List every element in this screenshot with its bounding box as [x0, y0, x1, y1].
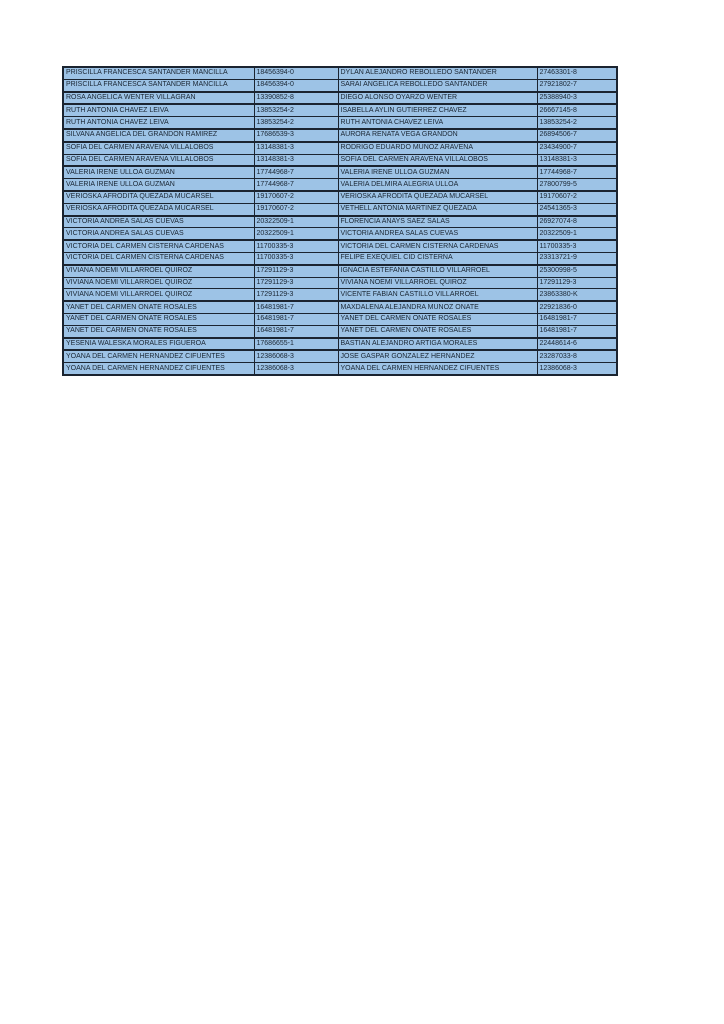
name-cell: VICTORIA ANDREA SALAS CUEVAS: [338, 228, 537, 240]
name-cell: VIVIANA NOEMI VILLARROEL QUIROZ: [63, 265, 254, 277]
name-cell: IGNACIA ESTEFANIA CASTILLO VILLARROEL: [338, 265, 537, 277]
table-row: [63, 350, 617, 362]
name-cell: SARAI ANGELICA REBOLLEDO SANTANDER: [338, 79, 537, 91]
table-row: [63, 166, 617, 178]
rut-cell: 22448614-6: [537, 338, 617, 351]
name-cell: VERIOSKA AFRODITA QUEZADA MUCARSEL: [63, 203, 254, 215]
table-row: [63, 252, 617, 264]
table-row: [63, 301, 617, 313]
rut-cell: 27921802-7: [537, 79, 617, 91]
name-cell: YANET DEL CARMEN ONATE ROSALES: [63, 313, 254, 325]
rut-cell: 22921836-0: [537, 301, 617, 313]
name-cell: RUTH ANTONIA CHAVEZ LEIVA: [338, 117, 537, 129]
name-cell: SILVANA ANGELICA DEL GRANDON RAMIREZ: [63, 129, 254, 142]
name-cell: YANET DEL CARMEN ONATE ROSALES: [63, 325, 254, 337]
rut-cell: 11700335-3: [254, 240, 338, 252]
rut-cell: 17744968-7: [537, 166, 617, 178]
rut-cell: 18456394-0: [254, 79, 338, 91]
rut-cell: 23313721-9: [537, 252, 617, 264]
rut-cell: 11700335-3: [537, 240, 617, 252]
rut-cell: 17291129-3: [254, 289, 338, 301]
rut-cell: 20322509-1: [254, 228, 338, 240]
rut-cell: 17291129-3: [254, 265, 338, 277]
table-row: [63, 363, 617, 375]
name-cell: VERIOSKA AFRODITA QUEZADA MUCARSEL: [63, 191, 254, 203]
name-cell: YOANA DEL CARMEN HERNANDEZ CIFUENTES: [338, 363, 537, 375]
table-row: [63, 92, 617, 105]
rut-cell: 16481981-7: [254, 301, 338, 313]
table-row: [63, 154, 617, 166]
table-row: [63, 191, 617, 203]
name-cell: RODRIGO EDUARDO MUNOZ ARAVENA: [338, 142, 537, 154]
rut-cell: 17686655-1: [254, 338, 338, 351]
name-cell: VERIOSKA AFRODITA QUEZADA MUCARSEL: [338, 191, 537, 203]
rut-cell: 24541365-3: [537, 203, 617, 215]
name-cell: VICTORIA DEL CARMEN CISTERNA CARDENAS: [338, 240, 537, 252]
rut-cell: 23434900-7: [537, 142, 617, 154]
rut-cell: 27463301-8: [537, 67, 617, 79]
name-cell: VICTORIA ANDREA SALAS CUEVAS: [63, 216, 254, 228]
name-cell: DIEGO ALONSO OYARZO WENTER: [338, 92, 537, 105]
rut-cell: 17291129-3: [254, 277, 338, 289]
name-cell: BASTIAN ALEJANDRO ARTIGA MORALES: [338, 338, 537, 351]
rut-cell: 25388940-3: [537, 92, 617, 105]
table-row: [63, 79, 617, 91]
name-cell: VICENTE FABIAN CASTILLO VILLARROEL: [338, 289, 537, 301]
table-row: [63, 129, 617, 142]
table-row: [63, 289, 617, 301]
table-row: [63, 325, 617, 337]
name-cell: FLORENCIA ANAYS SAEZ SALAS: [338, 216, 537, 228]
rut-cell: 13148381-3: [254, 142, 338, 154]
rut-cell: 19170607-2: [254, 203, 338, 215]
name-cell: YESENIA WALESKA MORALES FIGUEROA: [63, 338, 254, 351]
records-table: [62, 66, 618, 376]
rut-cell: 16481981-7: [537, 313, 617, 325]
name-cell: ROSA ANGELICA WENTER VILLAGRAN: [63, 92, 254, 105]
name-cell: SOFIA DEL CARMEN ARAVENA VILLALOBOS: [63, 154, 254, 166]
name-cell: DYLAN ALEJANDRO REBOLLEDO SANTANDER: [338, 67, 537, 79]
rut-cell: 11700335-3: [254, 252, 338, 264]
name-cell: YANET DEL CARMEN ONATE ROSALES: [338, 325, 537, 337]
name-cell: YANET DEL CARMEN ONATE ROSALES: [338, 313, 537, 325]
table-row: [63, 104, 617, 116]
table-row: [63, 203, 617, 215]
name-cell: VALERIA DELMIRA ALEGRIA ULLOA: [338, 179, 537, 191]
rut-cell: 17686539-3: [254, 129, 338, 142]
table-row: [63, 117, 617, 129]
name-cell: YOANA DEL CARMEN HERNANDEZ CIFUENTES: [63, 363, 254, 375]
name-cell: VICTORIA DEL CARMEN CISTERNA CARDENAS: [63, 240, 254, 252]
rut-cell: 16481981-7: [254, 325, 338, 337]
name-cell: VIVIANA NOEMI VILLARROEL QUIROZ: [63, 277, 254, 289]
rut-cell: 13148381-3: [254, 154, 338, 166]
rut-cell: 13853254-2: [537, 117, 617, 129]
rut-cell: 26667145-8: [537, 104, 617, 116]
rut-cell: 17744968-7: [254, 166, 338, 178]
rut-cell: 13853254-2: [254, 104, 338, 116]
name-cell: SOFIA DEL CARMEN ARAVENA VILLALOBOS: [63, 142, 254, 154]
rut-cell: 20322509-1: [537, 228, 617, 240]
rut-cell: 23287033-8: [537, 350, 617, 362]
rut-cell: 13390852-8: [254, 92, 338, 105]
name-cell: MAXDALENA ALEJANDRA MUNOZ ONATE: [338, 301, 537, 313]
rut-cell: 13853254-2: [254, 117, 338, 129]
rut-cell: 27800799-5: [537, 179, 617, 191]
name-cell: SOFIA DEL CARMEN ARAVENA VILLALOBOS: [338, 154, 537, 166]
name-cell: AURORA RENATA VEGA GRANDON: [338, 129, 537, 142]
table-row: [63, 179, 617, 191]
name-cell: FELIPE EXEQUIEL CID CISTERNA: [338, 252, 537, 264]
table-row: [63, 265, 617, 277]
table-row: [63, 67, 617, 79]
name-cell: VICTORIA ANDREA SALAS CUEVAS: [63, 228, 254, 240]
table-row: [63, 142, 617, 154]
name-cell: VETHELL ANTONIA MARTINEZ QUEZADA: [338, 203, 537, 215]
name-cell: YOANA DEL CARMEN HERNANDEZ CIFUENTES: [63, 350, 254, 362]
table-row: [63, 338, 617, 351]
name-cell: RUTH ANTONIA CHAVEZ LEIVA: [63, 104, 254, 116]
table-body: [63, 67, 617, 375]
rut-cell: 25300998-5: [537, 265, 617, 277]
rut-cell: 16481981-7: [254, 313, 338, 325]
rut-cell: 16481981-7: [537, 325, 617, 337]
rut-cell: 17291129-3: [537, 277, 617, 289]
rut-cell: 19170607-2: [254, 191, 338, 203]
rut-cell: 12386068-3: [537, 363, 617, 375]
rut-cell: 17744968-7: [254, 179, 338, 191]
name-cell: RUTH ANTONIA CHAVEZ LEIVA: [63, 117, 254, 129]
rut-cell: 26894506-7: [537, 129, 617, 142]
name-cell: PRISCILLA FRANCESCA SANTANDER MANCILLA: [63, 67, 254, 79]
rut-cell: 13148381-3: [537, 154, 617, 166]
table-row: [63, 228, 617, 240]
name-cell: VICTORIA DEL CARMEN CISTERNA CARDENAS: [63, 252, 254, 264]
rut-cell: 12386068-3: [254, 363, 338, 375]
name-cell: VALERIA IRENE ULLOA GUZMAN: [63, 166, 254, 178]
name-cell: YANET DEL CARMEN ONATE ROSALES: [63, 301, 254, 313]
rut-cell: 26927074-8: [537, 216, 617, 228]
name-cell: VALERIA IRENE ULLOA GUZMAN: [338, 166, 537, 178]
table-row: [63, 313, 617, 325]
table-row: [63, 216, 617, 228]
rut-cell: 20322509-1: [254, 216, 338, 228]
rut-cell: 18456394-0: [254, 67, 338, 79]
name-cell: PRISCILLA FRANCESCA SANTANDER MANCILLA: [63, 79, 254, 91]
rut-cell: 23863380-K: [537, 289, 617, 301]
table-row: [63, 240, 617, 252]
name-cell: VIVIANA NOEMI VILLARROEL QUIROZ: [338, 277, 537, 289]
name-cell: ISABELLA AYLIN GUTIERREZ CHAVEZ: [338, 104, 537, 116]
rut-cell: 12386068-3: [254, 350, 338, 362]
name-cell: JOSE GASPAR GONZALEZ HERNANDEZ: [338, 350, 537, 362]
name-cell: VIVIANA NOEMI VILLARROEL QUIROZ: [63, 289, 254, 301]
rut-cell: 19170607-2: [537, 191, 617, 203]
table-row: [63, 277, 617, 289]
name-cell: VALERIA IRENE ULLOA GUZMAN: [63, 179, 254, 191]
